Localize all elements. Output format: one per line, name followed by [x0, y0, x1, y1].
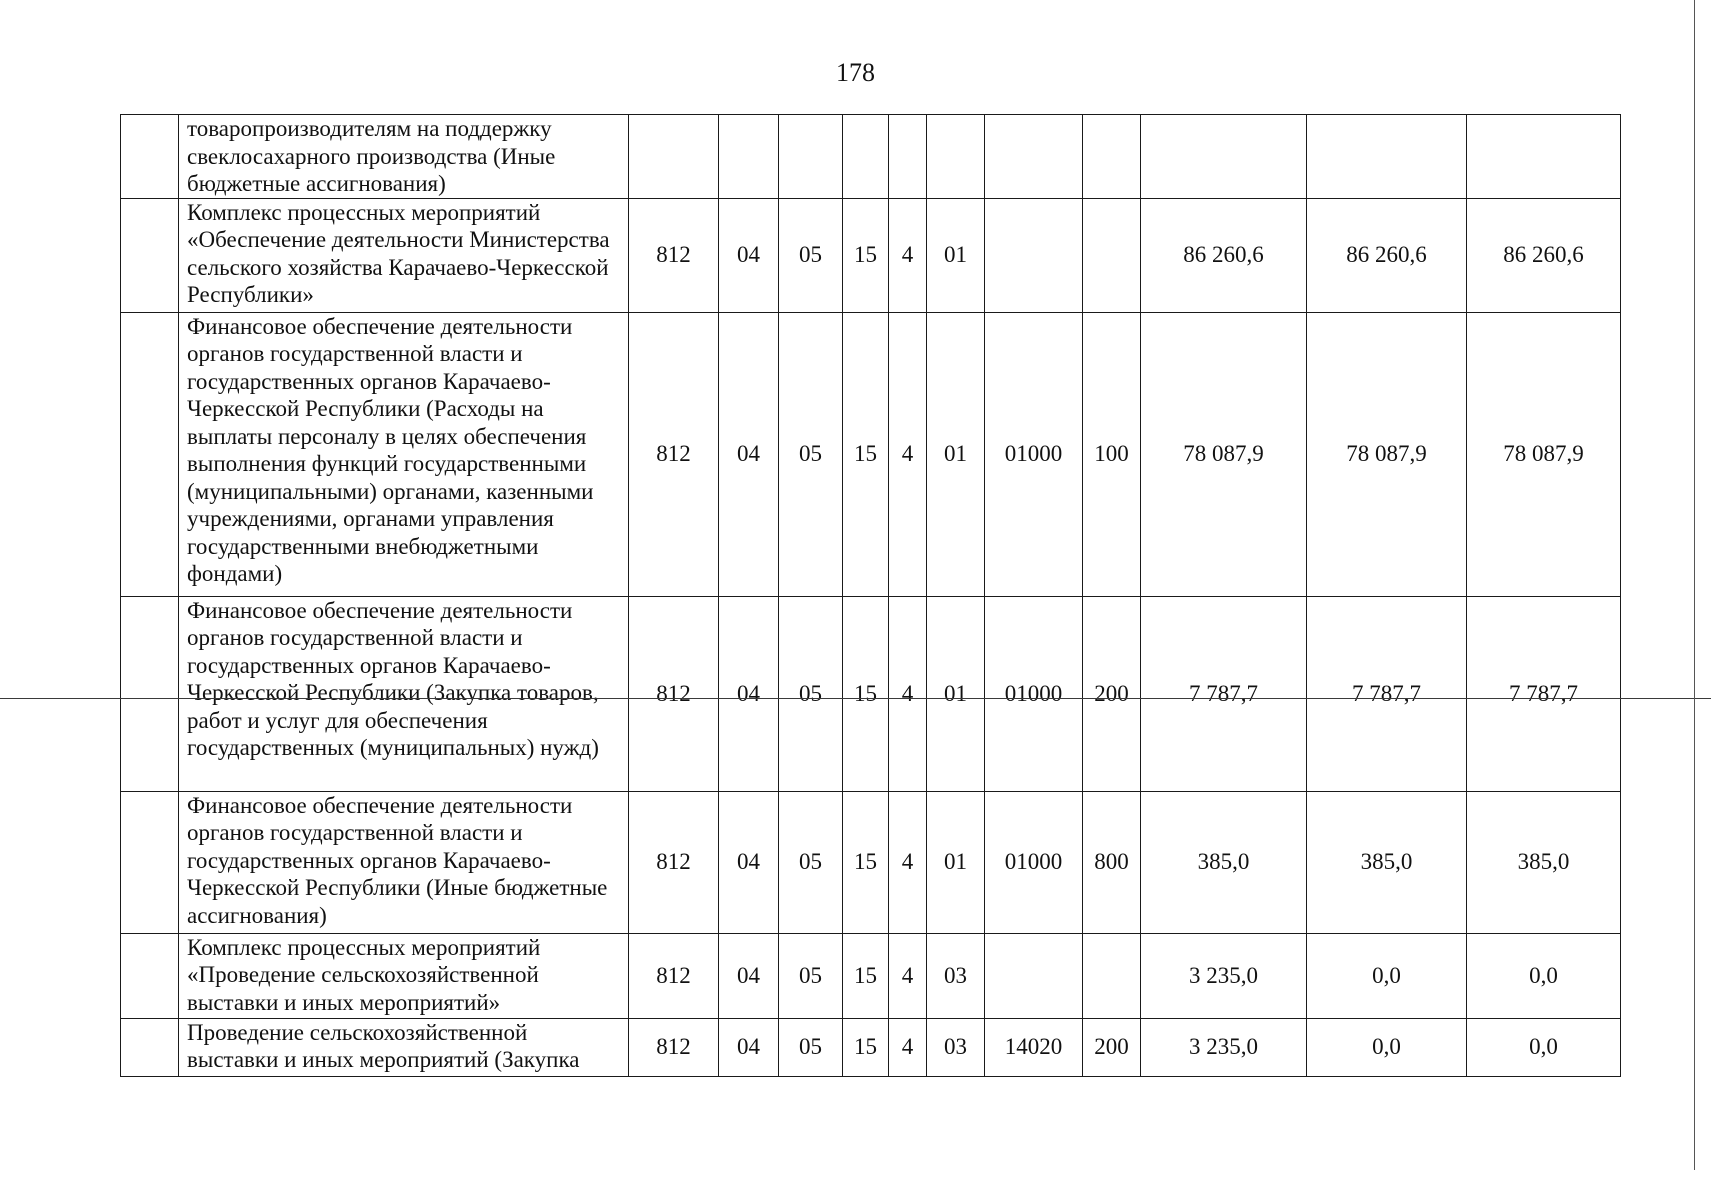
program-code: 15 — [843, 198, 889, 312]
subsection-code: 05 — [779, 1018, 843, 1076]
section-code: 04 — [719, 1018, 779, 1076]
table-row — [121, 791, 1621, 933]
item-name: Финансовое обеспечение деятельности органов государственной власти и государственных органов Карачаево-Черкесской Республики (Иные бюджетные ассигнования) — [179, 791, 629, 933]
program-type-code: 4 — [889, 933, 927, 1018]
expense-direction-code — [985, 198, 1083, 312]
amount-year-2: 385,0 — [1307, 791, 1467, 933]
program-type-code: 4 — [889, 596, 927, 791]
expense-direction-code — [985, 933, 1083, 1018]
ministry-code: 812 — [629, 791, 719, 933]
table-row — [121, 1018, 1621, 1076]
table-row — [121, 312, 1621, 596]
subsection-code: 05 — [779, 596, 843, 791]
expense-type-code: 100 — [1083, 312, 1141, 596]
budget-table — [120, 114, 1621, 1077]
program-type-code — [889, 115, 927, 199]
amount-year-1 — [1141, 115, 1307, 199]
program-type-code: 4 — [889, 312, 927, 596]
expense-type-code: 800 — [1083, 791, 1141, 933]
ministry-code: 812 — [629, 198, 719, 312]
index-cell — [121, 1018, 179, 1076]
scan-fold-line — [0, 698, 1711, 699]
ministry-code: 812 — [629, 933, 719, 1018]
amount-year-3: 0,0 — [1467, 933, 1621, 1018]
subsection-code: 05 — [779, 791, 843, 933]
amount-year-3: 385,0 — [1467, 791, 1621, 933]
subsection-code — [779, 115, 843, 199]
expense-direction-code: 14020 — [985, 1018, 1083, 1076]
index-cell — [121, 933, 179, 1018]
amount-year-1: 3 235,0 — [1141, 933, 1307, 1018]
table-row — [121, 115, 1621, 199]
expense-type-code — [1083, 115, 1141, 199]
amount-year-2: 7 787,7 — [1307, 596, 1467, 791]
page-number: 178 — [836, 58, 875, 87]
amount-year-1: 78 087,9 — [1141, 312, 1307, 596]
structural-element-code: 01 — [927, 791, 985, 933]
section-code: 04 — [719, 596, 779, 791]
ministry-code: 812 — [629, 312, 719, 596]
structural-element-code: 03 — [927, 933, 985, 1018]
ministry-code: 812 — [629, 1018, 719, 1076]
program-type-code: 4 — [889, 791, 927, 933]
structural-element-code: 01 — [927, 198, 985, 312]
expense-type-code: 200 — [1083, 596, 1141, 791]
expense-type-code: 200 — [1083, 1018, 1141, 1076]
item-name: Финансовое обеспечение деятельности органов государственной власти и государственных органов Карачаево-Черкесской Республики (Закупка товаров, работ и услуг для обеспечения государственных (муниципальных) нужд) — [179, 596, 629, 791]
ministry-code: 812 — [629, 596, 719, 791]
section-code: 04 — [719, 791, 779, 933]
program-code: 15 — [843, 1018, 889, 1076]
expense-direction-code: 01000 — [985, 312, 1083, 596]
item-name: Финансовое обеспечение деятельности органов государственной власти и государственных органов Карачаево-Черкесской Республики (Расходы на выплаты персоналу в целях обеспечения выполнения функций государственными (муниципальными) органами, казенными учреждениями, органами управления государственными внебюджетными фондами) — [179, 312, 629, 596]
amount-year-1: 385,0 — [1141, 791, 1307, 933]
amount-year-3 — [1467, 115, 1621, 199]
program-code: 15 — [843, 933, 889, 1018]
amount-year-1: 3 235,0 — [1141, 1018, 1307, 1076]
amount-year-2: 0,0 — [1307, 1018, 1467, 1076]
structural-element-code: 01 — [927, 312, 985, 596]
subsection-code: 05 — [779, 312, 843, 596]
scan-edge-line — [1694, 0, 1695, 1170]
expense-type-code — [1083, 933, 1141, 1018]
table-row — [121, 933, 1621, 1018]
amount-year-1: 86 260,6 — [1141, 198, 1307, 312]
structural-element-code: 01 — [927, 596, 985, 791]
amount-year-2: 86 260,6 — [1307, 198, 1467, 312]
subsection-code: 05 — [779, 198, 843, 312]
structural-element-code — [927, 115, 985, 199]
section-code: 04 — [719, 933, 779, 1018]
amount-year-3: 86 260,6 — [1467, 198, 1621, 312]
item-name: Проведение сельскохозяйственной выставки и иных мероприятий (Закупка — [179, 1018, 629, 1076]
ministry-code — [629, 115, 719, 199]
index-cell — [121, 312, 179, 596]
section-code — [719, 115, 779, 199]
amount-year-1: 7 787,7 — [1141, 596, 1307, 791]
index-cell — [121, 596, 179, 791]
amount-year-3: 78 087,9 — [1467, 312, 1621, 596]
section-code: 04 — [719, 312, 779, 596]
section-code: 04 — [719, 198, 779, 312]
index-cell — [121, 198, 179, 312]
structural-element-code: 03 — [927, 1018, 985, 1076]
program-type-code: 4 — [889, 1018, 927, 1076]
subsection-code: 05 — [779, 933, 843, 1018]
expense-direction-code: 01000 — [985, 596, 1083, 791]
item-name: Комплекс процессных мероприятий «Проведение сельскохозяйственной выставки и иных мероприятий» — [179, 933, 629, 1018]
program-code: 15 — [843, 596, 889, 791]
table-row — [121, 198, 1621, 312]
table-row — [121, 596, 1621, 791]
program-type-code: 4 — [889, 198, 927, 312]
index-cell — [121, 115, 179, 199]
amount-year-3: 0,0 — [1467, 1018, 1621, 1076]
item-name: Комплекс процессных мероприятий «Обеспечение деятельности Министерства сельского хозяйства Карачаево-Черкесской Республики» — [179, 198, 629, 312]
index-cell — [121, 791, 179, 933]
expense-direction-code: 01000 — [985, 791, 1083, 933]
expense-type-code — [1083, 198, 1141, 312]
item-name: товаропроизводителям на поддержку свеклосахарного производства (Иные бюджетные ассигнования) — [179, 115, 629, 199]
program-code: 15 — [843, 312, 889, 596]
expense-direction-code — [985, 115, 1083, 199]
amount-year-3: 7 787,7 — [1467, 596, 1621, 791]
program-code: 15 — [843, 791, 889, 933]
amount-year-2: 78 087,9 — [1307, 312, 1467, 596]
amount-year-2: 0,0 — [1307, 933, 1467, 1018]
amount-year-2 — [1307, 115, 1467, 199]
program-code — [843, 115, 889, 199]
